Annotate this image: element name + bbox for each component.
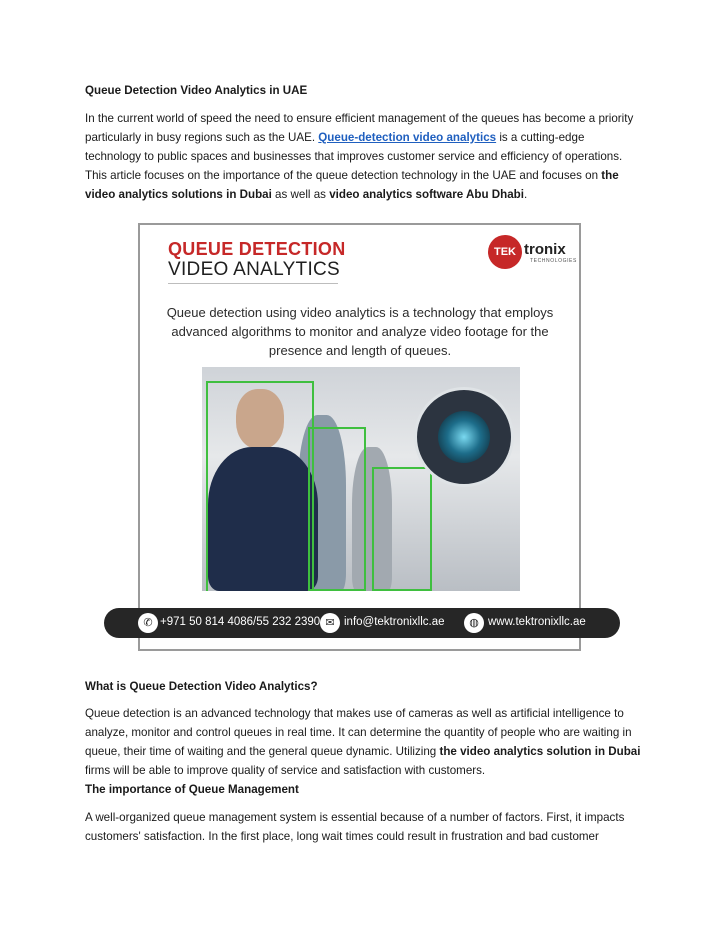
contact-bar	[104, 608, 620, 638]
intro-bold-2: video analytics software Abu Dhabi	[329, 188, 524, 201]
detection-box	[372, 467, 432, 591]
email-address[interactable]: info@tektronixllc.ae	[344, 616, 445, 628]
website-url[interactable]: www.tektronixllc.ae	[488, 616, 586, 628]
detection-box	[308, 427, 366, 591]
intro-text-1: In the current world of speed the need to ensure efficient management of the queues has become a priority particularly in busy regions such as the UAE.	[85, 112, 634, 144]
queue-detection-banner	[138, 223, 586, 651]
queue-camera-photo	[202, 367, 520, 591]
tektronix-logo-icon: TEK	[488, 235, 522, 269]
banner-divider	[168, 283, 338, 284]
logo-subtext: TECHNOLOGIES	[530, 258, 577, 264]
email-icon: ✉	[320, 613, 340, 633]
section1-bold-1: the video analytics solution in Dubai	[439, 745, 641, 758]
intro-text-4: .	[523, 188, 528, 201]
banner-title-line1: QUEUE DETECTION	[168, 239, 346, 259]
section2-heading: The importance of Queue Management	[85, 783, 299, 796]
section1-paragraph	[85, 704, 641, 780]
intro-paragraph	[85, 109, 641, 204]
phone-icon: ✆	[138, 613, 158, 633]
banner-description: Queue detection using video analytics is a technology that employs advanced algorithms to monitor and analyze video footage for the presence and length of queues.	[166, 305, 554, 358]
queue-detection-link[interactable]: Queue-detection video analytics	[318, 131, 497, 144]
article-title: Queue Detection Video Analytics in UAE	[85, 84, 308, 97]
logo-text: tronix	[524, 241, 566, 258]
banner-title-line2: VIDEO ANALYTICS	[168, 259, 341, 280]
phone-number[interactable]: +971 50 814 4086/55 232 2390	[160, 616, 321, 628]
intro-text-2: is a cutting-edge technology to public spaces and businesses that improves customer service and efficiency of operations. This article focuses on the importance of the queue detection technology in the UAE and focuses on	[85, 131, 623, 182]
detection-box	[206, 381, 314, 591]
section1-text-2: firms will be able to improve quality of service and satisfaction with customers.	[85, 764, 486, 777]
intro-text-3: as well as	[271, 188, 330, 201]
section1-text-1: Queue detection is an advanced technology that makes use of cameras as well as artificial intelligence to analyze, monitor and control queues in real time. It can determine the quantity of people who are waiting in queue, their time of waiting and the general queue dynamic. Utilizing	[85, 707, 632, 758]
section2-paragraph: A well-organized queue management system is essential because of a number of factors. First, it impacts customers' satisfaction. In the first place, long wait times could result in frustration and bad customer	[85, 811, 625, 843]
globe-icon: ◍	[464, 613, 484, 633]
camera-lens	[438, 411, 490, 463]
section1-heading: What is Queue Detection Video Analytics?	[85, 680, 318, 693]
intro-bold-1: the video analytics solutions in Dubai	[85, 169, 619, 201]
